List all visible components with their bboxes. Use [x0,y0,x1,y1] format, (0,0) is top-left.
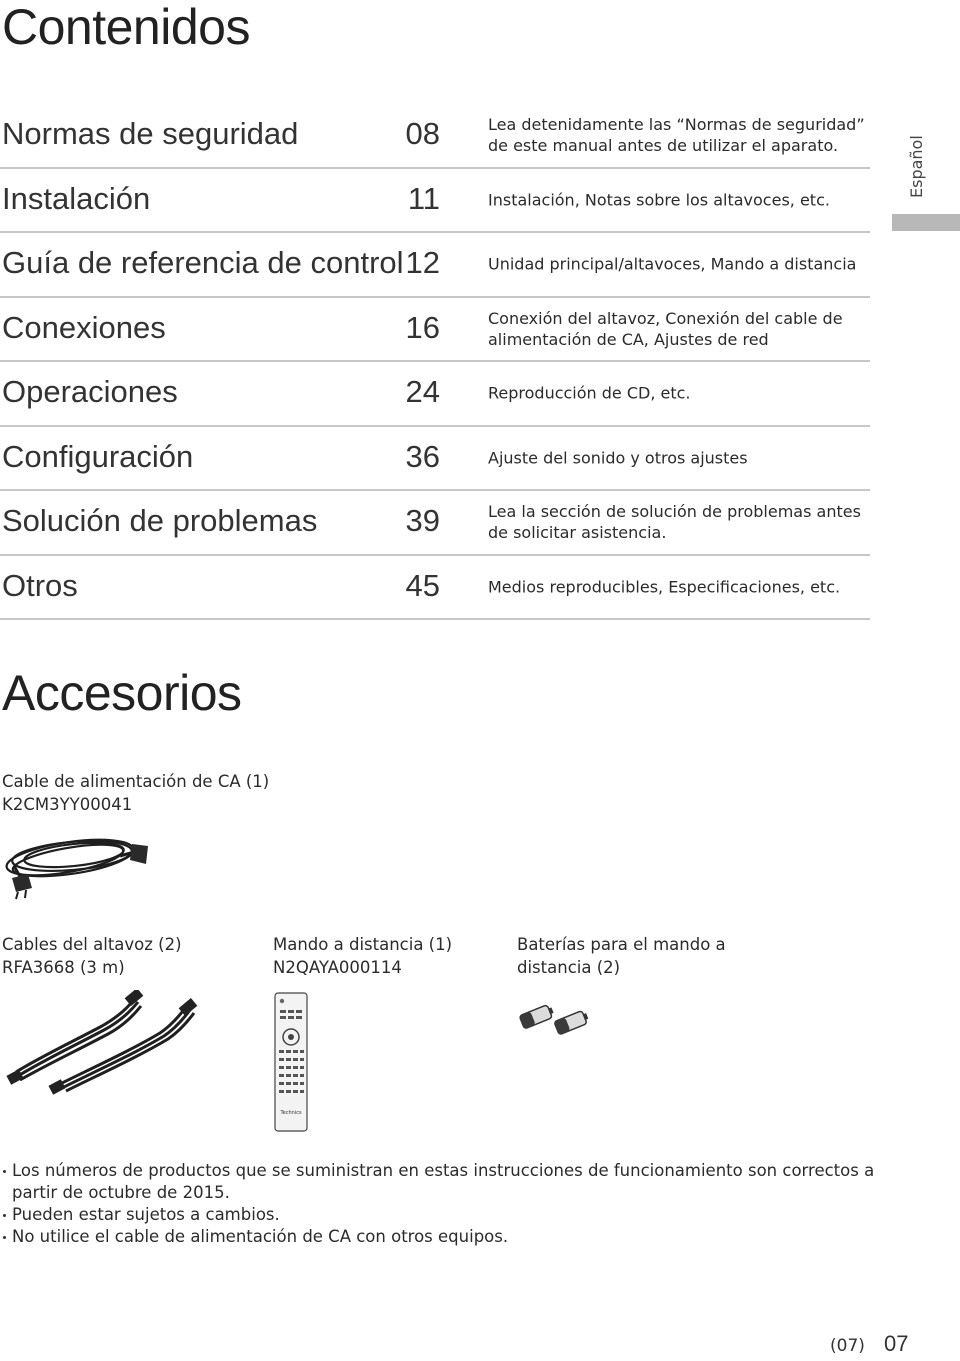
toc-description [488,308,868,350]
accessories-title: Accesorios [2,665,242,721]
remote-brand-logo: Technics [280,1110,302,1116]
toc-section-name: Configuración [2,438,194,474]
toc-section-name: Instalación [2,180,151,216]
remote-control-image [274,992,308,1132]
toc-page-number: 39 [405,503,440,538]
accessory-name: Cables del altavoz (2) [2,935,182,954]
toc-section-name: Otros [2,567,78,603]
toc-description [488,189,868,210]
toc-row-settings[interactable] [0,427,870,492]
toc-description-line: Reproducción de CD, etc. [488,383,691,403]
toc-page-number: 16 [405,309,440,345]
toc-row-control-reference[interactable] [0,233,870,298]
toc-description-line: Lea la sección de solución de problemas antes [488,502,861,522]
page-number-secondary: (07) [830,1336,865,1356]
page-number: 07 [884,1331,909,1356]
toc-row-others[interactable] [0,556,870,621]
batteries-caption [517,933,726,979]
language-tab-marker [892,214,960,231]
toc-description-line: de este manual antes de utilizar el aparato. [488,136,839,156]
toc-description [488,576,868,597]
toc-description-line: alimentación de CA, Ajustes de red [488,329,769,349]
ac-power-cord-image [0,818,160,900]
accessory-part-number: RFA3668 (3 m) [2,958,125,977]
toc-row-installation[interactable] [0,169,870,234]
accessory-part-number: K2CM3YY00041 [2,795,133,814]
toc-page-number: 11 [407,180,440,216]
toc-description-line: de solicitar asistencia. [488,523,667,543]
remote-control-caption [273,933,452,979]
batteries-image [516,996,592,1044]
toc-description-line: Medios reproducibles, Especificaciones, etc. [488,577,841,597]
toc-description-line: Lea detenidamente las “Normas de seguridad” [488,115,865,135]
toc-description [488,501,868,543]
note-item: No utilice el cable de alimentación de CA con otros equipos. [2,1226,882,1248]
notes-list [2,1160,882,1248]
note-item: Los números de productos que se suministran en estas instrucciones de funcionamiento son correctos a partir de octubre de 2015. [2,1160,882,1204]
contents-title: Contenidos [2,0,250,55]
table-of-contents [0,104,870,620]
toc-description [488,447,868,468]
note-item: Pueden estar sujetos a cambios. [2,1204,882,1226]
accessory-part-number: N2QAYA000114 [273,958,402,977]
speaker-cables-caption [2,933,182,979]
toc-description-line: Ajuste del sonido y otros ajustes [488,448,748,468]
toc-page-number: 12 [405,245,440,280]
toc-description [488,254,868,275]
toc-description-line: Conexión del altavoz, Conexión del cable de [488,308,843,328]
toc-section-name: Operaciones [2,374,178,409]
language-label: Español [907,135,926,198]
toc-row-operations[interactable] [0,362,870,427]
toc-row-troubleshooting[interactable] [0,491,870,556]
toc-page-number: 24 [405,374,440,409]
toc-page-number: 08 [405,116,440,151]
accessory-name: Mando a distancia (1) [273,935,453,954]
accessory-name: Baterías para el mando a [517,935,726,954]
toc-section-name: Solución de problemas [2,503,318,538]
toc-page-number: 45 [405,567,440,603]
accessory-name: Cable de alimentación de CA (1) [2,772,270,791]
toc-description [488,114,868,156]
toc-description-line: Unidad principal/altavoces, Mando a distancia [488,254,857,274]
speaker-cables-image [4,990,214,1098]
toc-section-name: Normas de seguridad [2,116,299,151]
toc-section-name: Guía de referencia de control [2,245,404,280]
toc-description-line: Instalación, Notas sobre los altavoces, etc. [488,190,830,210]
ac-cable-caption [2,770,269,816]
accessory-name-cont: distancia (2) [517,958,621,977]
toc-description [488,383,868,404]
toc-row-connections[interactable] [0,298,870,363]
toc-page-number: 36 [405,438,440,474]
toc-row-safety[interactable] [0,104,870,169]
toc-section-name: Conexiones [2,309,166,345]
